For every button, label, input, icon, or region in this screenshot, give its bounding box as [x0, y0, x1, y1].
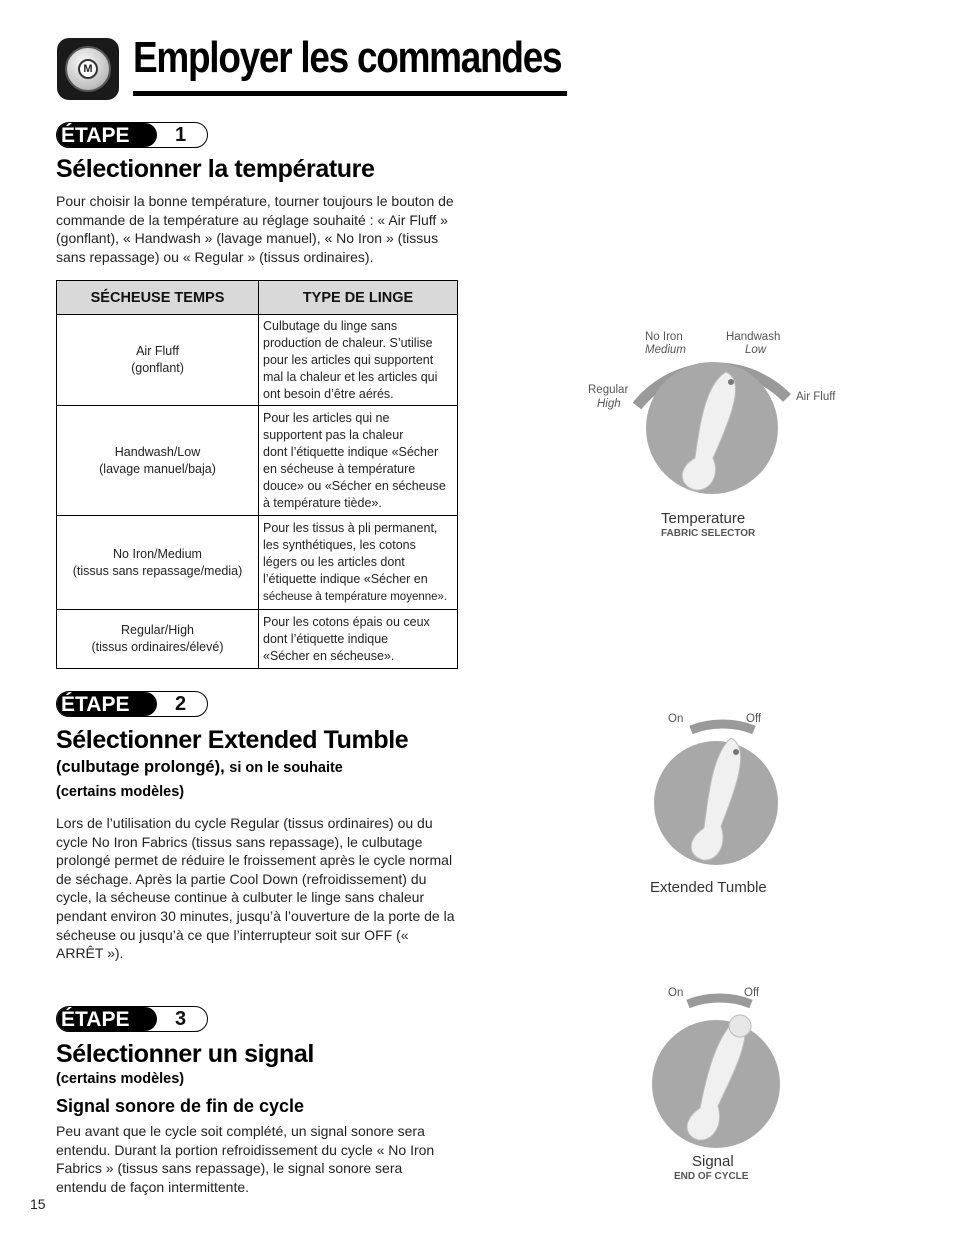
dial-title: Extended Tumble [650, 879, 767, 896]
setting-name: Regular/High [121, 623, 194, 637]
fabric-line: à température tiède». [263, 495, 382, 510]
fabric-line: douce» ou «Sécher en sécheuse [263, 478, 446, 493]
table-row [57, 610, 458, 669]
step-1-heading: Sélectionner la température [56, 155, 375, 183]
dial-title: Temperature [661, 510, 746, 527]
fabric-line: mal la chaleur et les articles qui [263, 369, 438, 384]
setting-translation: (tissus sans repassage/media) [72, 563, 243, 578]
temperature-dial [585, 328, 855, 548]
step-3-badge [56, 1006, 208, 1032]
step-3-models-note: (certains modèles) [56, 1071, 185, 1087]
step-2-subheading-bold: (culbutage prolongé), [56, 758, 225, 776]
setting-translation: (tissus ordinaires/élevé) [91, 640, 224, 654]
step-label: ÉTAPE [57, 692, 157, 716]
fabric-line: pour les articles qui supportent [263, 352, 434, 367]
dial-setting-label: No Iron [645, 331, 683, 343]
page-title: Employer les commandes [133, 33, 562, 82]
dial-subtitle: FABRIC SELECTOR [661, 528, 756, 539]
setting-translation: (gonflant) [131, 361, 184, 375]
step-2-models-note: (certains modèles) [56, 784, 185, 800]
step-2-subheading-small: si on le souhaite [229, 760, 343, 776]
step-2-body: Lors de l’utilisation du cycle Regular (tissus ordinaires) ou du cycle No Iron Fabrics (tissus sans repassage), le culbutage prolongé permet de réduire le froissement après le cycle normal de séchage. Après la partie Cool Down (refroidissement) du cycle, la sécheuse continue à culbuter le linge sans chaleur pendant environ 30 minutes, jusqu’à l’ouverture de la porte de la sécheuse ou jusqu’à ce que l’interrupteur soit sur OFF (« ARRÊT »). [56, 815, 455, 962]
fabric-line: ont besoin d’être aérés. [263, 386, 394, 401]
dial-setting-label: Off [744, 987, 760, 999]
step-2-subheading [56, 758, 343, 777]
fabric-line: les synthétiques, les cotons [263, 537, 416, 552]
step-1-body: Pour choisir la bonne température, tourner toujours le bouton de commande de la température au réglage souhaité : « Air Fluff » (gonflant), « Handwash » (lavage manuel), « No Iron » (tissus sans repassage) ou « Regular » (tissus ordinaires). [56, 193, 454, 265]
step-number: 2 [175, 693, 187, 715]
step-2-heading: Sélectionner Extended Tumble [56, 726, 409, 754]
table-header: TYPE DE LINGE [259, 281, 458, 315]
table-row [57, 516, 458, 610]
step-number: 1 [175, 124, 187, 146]
dial-title: Signal [692, 1153, 734, 1170]
fabric-line: «Sécher en sécheuse». [263, 648, 395, 663]
dial-subtitle: END OF CYCLE [674, 1171, 749, 1182]
page-number: 15 [30, 1196, 46, 1212]
step-2-badge [56, 691, 208, 717]
fabric-line: production de chaleur. S’utilise [263, 335, 433, 350]
fabric-line: légers ou les articles dont [263, 554, 405, 569]
fabric-line: Culbutage du linge sans [263, 318, 398, 333]
signal-dial [636, 982, 806, 1187]
fabric-line: Pour les articles qui ne [263, 410, 390, 425]
extended-tumble-dial [636, 708, 806, 900]
step-3-heading: Sélectionner un signal [56, 1040, 314, 1068]
dial-setting-label: Air Fluff [796, 391, 836, 403]
fabric-line: l’étiquette indique «Sécher en [263, 571, 428, 586]
dial-setting-label: Handwash [726, 331, 781, 343]
fabric-line: dont l’étiquette indique «Sécher [263, 444, 439, 459]
fabric-line: sécheuse à température moyenne». [263, 590, 448, 603]
dial-setting-label: Off [746, 713, 762, 725]
fabric-line: Pour les tissus à pli permanent, [263, 520, 438, 535]
extended-tumble-dial-icon [636, 708, 806, 900]
table-row [57, 315, 458, 406]
temperature-table [56, 280, 458, 669]
step-label: ÉTAPE [57, 123, 157, 147]
setting-name: No Iron/Medium [113, 546, 202, 561]
title-underline [133, 91, 567, 96]
dial-setting-label: Low [745, 344, 767, 356]
step-3-body: Peu avant que le cycle soit complété, un signal sonore sera entendu. Durant la portion refroidissement du cycle « No Iron Fabrics » (tissus sans repassage), le signal sonore sera entendu de façon intermittente. [56, 1123, 435, 1195]
fabric-line: supportent pas la chaleur [263, 427, 404, 442]
setting-name: Handwash/Low [114, 444, 201, 459]
dial-setting-label: On [668, 713, 684, 725]
setting-name: Air Fluff [136, 344, 179, 358]
table-header: SÉCHEUSE TEMPS [57, 281, 259, 315]
fabric-line: dont l’étiquette indique [263, 631, 389, 646]
fabric-line: en sécheuse à température [263, 461, 416, 476]
step-label: ÉTAPE [57, 1007, 157, 1031]
step-1-badge [56, 122, 208, 148]
step-3-subheading: Signal sonore de fin de cycle [56, 1096, 305, 1116]
dial-setting-label: High [597, 398, 621, 410]
table-row [57, 406, 458, 516]
setting-translation: (lavage manuel/baja) [99, 461, 216, 476]
dial-setting-label: Regular [588, 384, 629, 396]
brand-logo-icon: M [57, 38, 119, 100]
step-number: 3 [175, 1008, 187, 1030]
fabric-line: Pour les cotons épais ou ceux [263, 614, 430, 629]
dial-setting-label: On [668, 987, 684, 999]
dial-setting-label: Medium [645, 344, 686, 356]
